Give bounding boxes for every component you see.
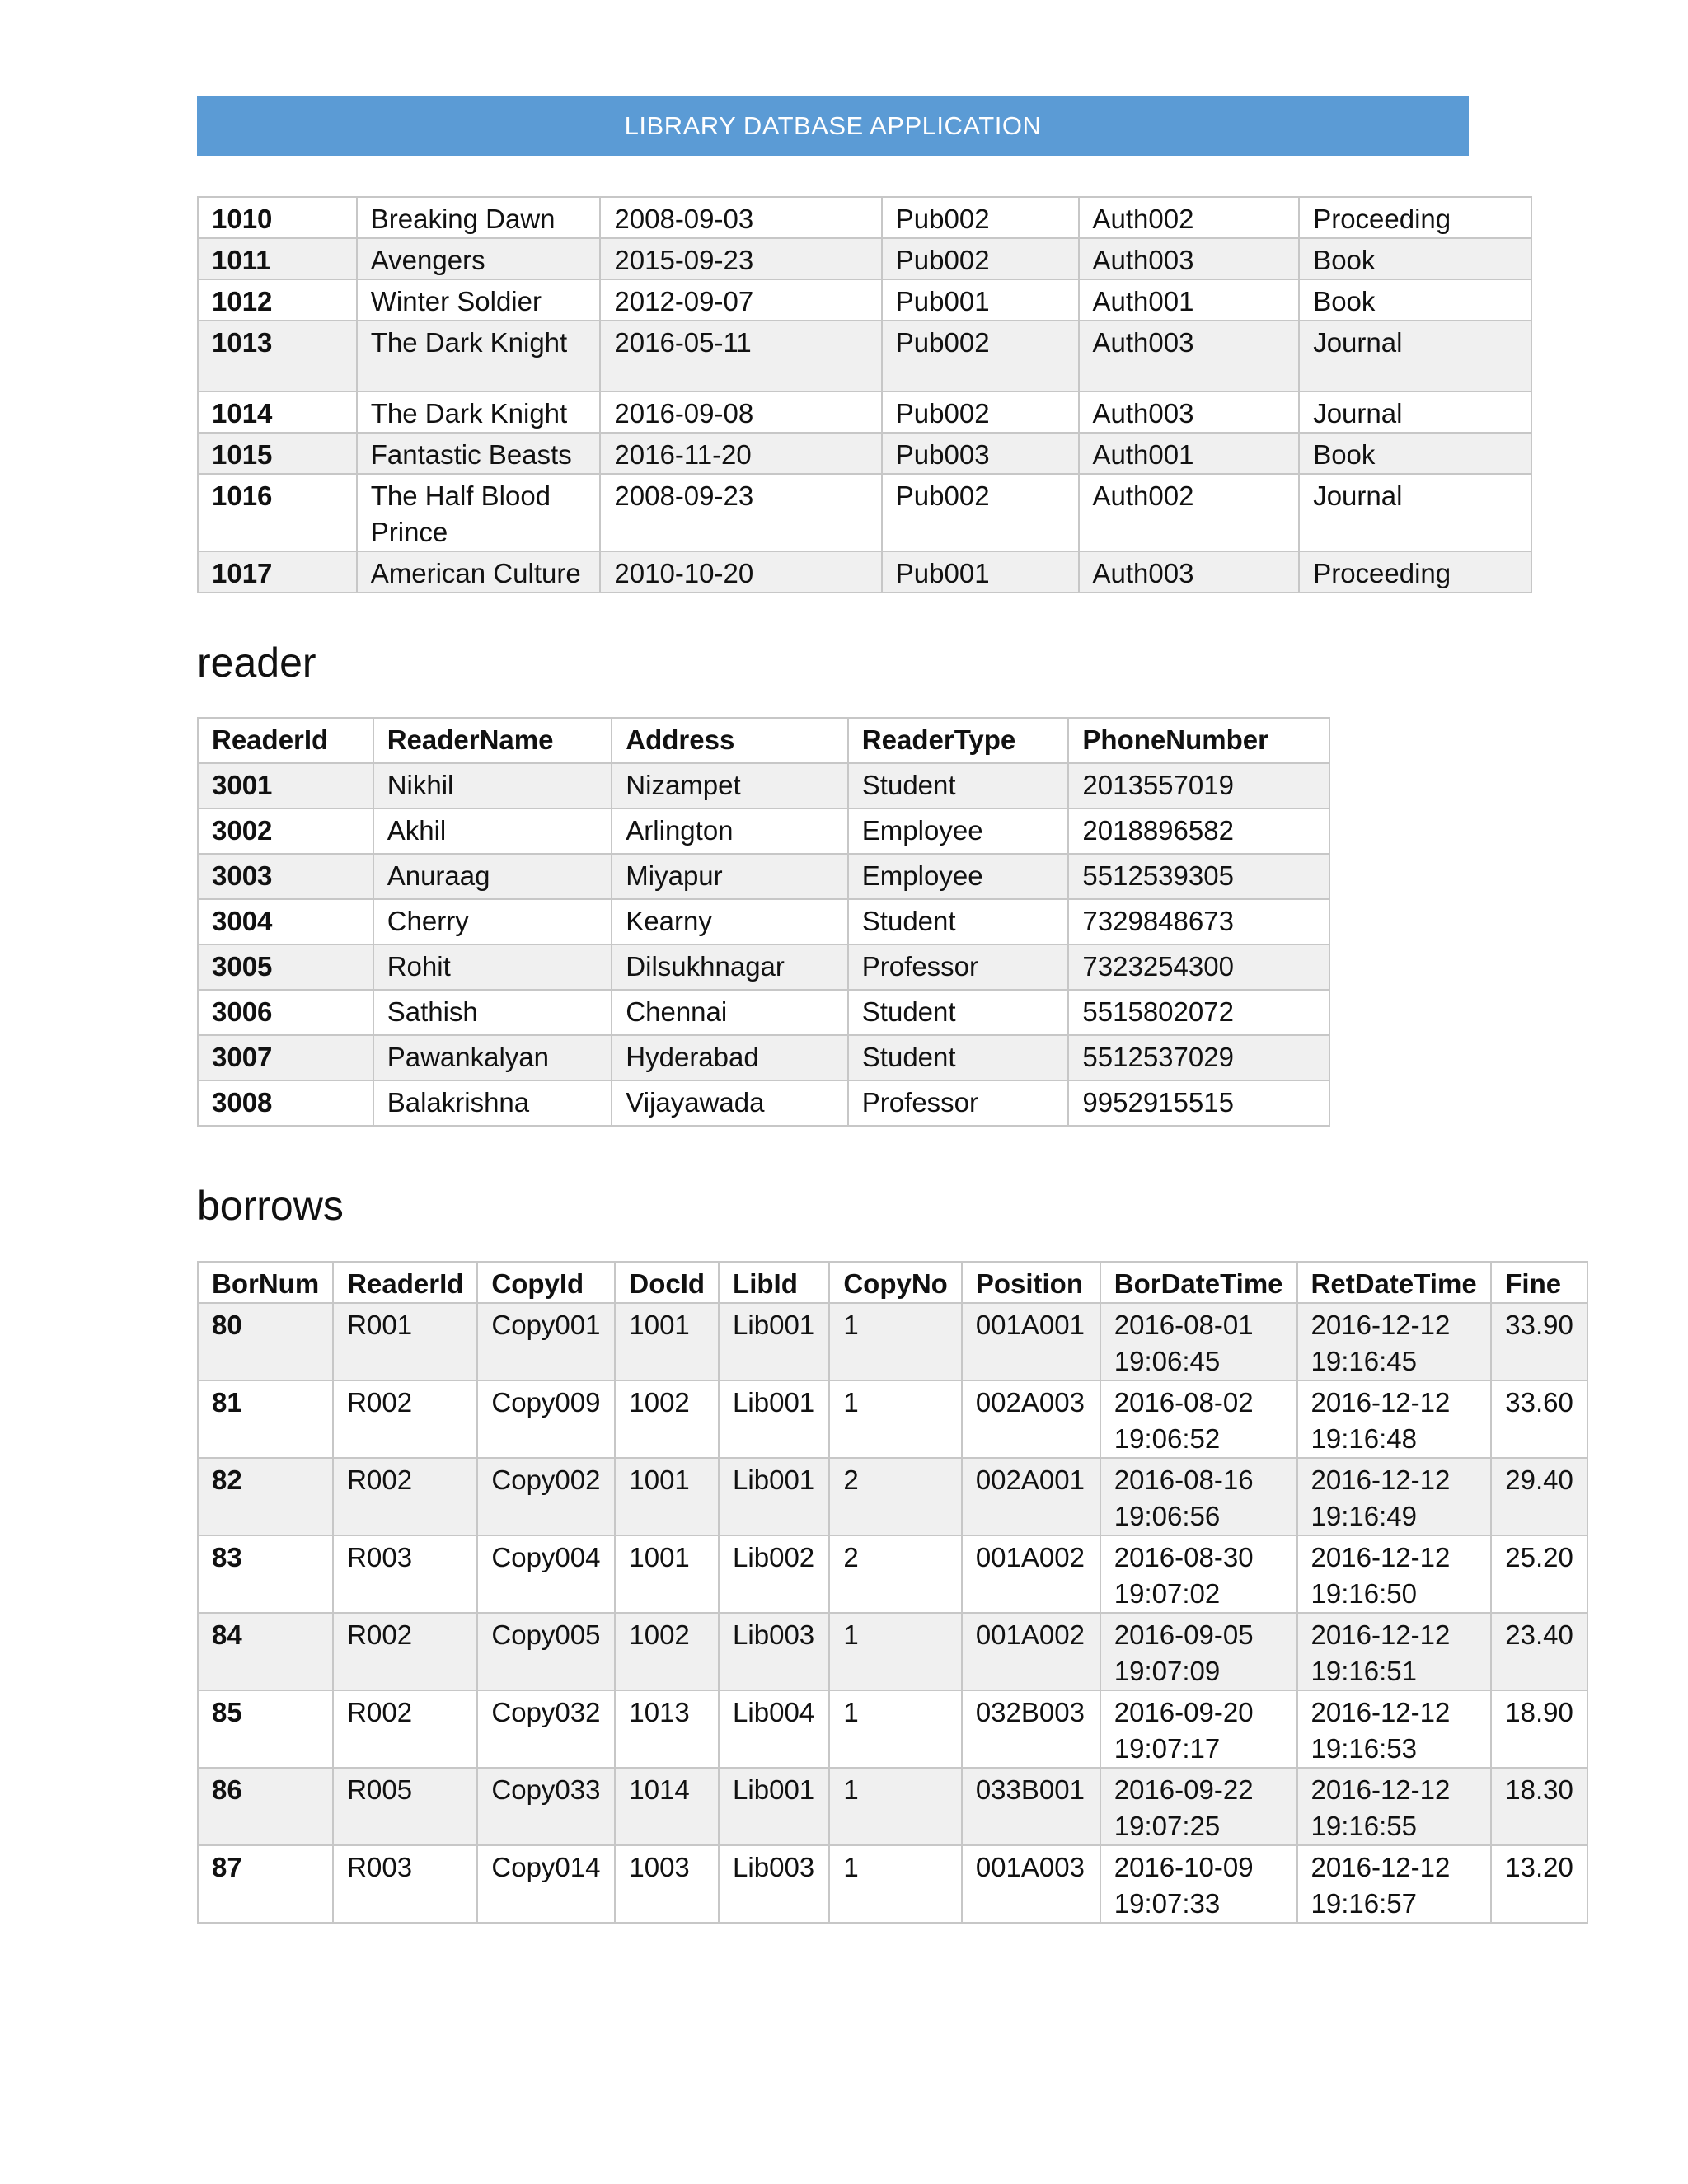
table-cell: Breaking Dawn [357, 197, 601, 238]
table-cell: 3008 [198, 1080, 373, 1126]
column-header: CopyNo [829, 1262, 962, 1303]
table-cell: 85 [198, 1690, 333, 1768]
table-cell: Copy005 [477, 1613, 615, 1690]
table-cell: 1 [829, 1690, 962, 1768]
table-cell: 2016-09-08 [600, 391, 881, 433]
table-cell: Pub002 [882, 474, 1079, 551]
table-cell: Auth003 [1079, 551, 1300, 593]
table-cell: 2016-08-02 19:06:52 [1100, 1380, 1297, 1458]
table-row [198, 1035, 1329, 1080]
table-cell: 001A002 [962, 1613, 1100, 1690]
table-cell: Lib001 [719, 1768, 829, 1845]
column-header: ReaderId [333, 1262, 477, 1303]
table-cell: Student [848, 1035, 1069, 1080]
table-cell: Auth002 [1079, 197, 1300, 238]
table-cell: Journal [1299, 321, 1531, 391]
table-cell: American Culture [357, 551, 601, 593]
reader-section-title: reader [197, 640, 316, 686]
table-cell: 2016-12-12 19:16:53 [1297, 1690, 1492, 1768]
table-cell: Employee [848, 854, 1069, 899]
table-cell: Student [848, 899, 1069, 944]
table-cell: Hyderabad [612, 1035, 848, 1080]
table-cell: 2016-05-11 [600, 321, 881, 391]
table-cell: Arlington [612, 808, 848, 854]
table-cell: 2016-12-12 19:16:57 [1297, 1845, 1492, 1923]
table-cell: 1013 [198, 321, 357, 391]
column-header: ReaderType [848, 718, 1069, 763]
table-row [198, 944, 1329, 990]
table-cell: Proceeding [1299, 197, 1531, 238]
table-cell: 5512537029 [1068, 1035, 1329, 1080]
column-header: ReaderName [373, 718, 612, 763]
table-cell: Pub003 [882, 433, 1079, 474]
table-cell: 2 [829, 1535, 962, 1613]
table-cell: Cherry [373, 899, 612, 944]
table-cell: Journal [1299, 474, 1531, 551]
table-cell: Copy004 [477, 1535, 615, 1613]
table-cell: Journal [1299, 391, 1531, 433]
table-cell: R003 [333, 1535, 477, 1613]
table-cell: 001A002 [962, 1535, 1100, 1613]
table-cell: Winter Soldier [357, 279, 601, 321]
table-cell: Auth002 [1079, 474, 1300, 551]
table-cell: Pub001 [882, 279, 1079, 321]
table-row [198, 391, 1531, 433]
table-cell: Copy009 [477, 1380, 615, 1458]
table-cell: Copy002 [477, 1458, 615, 1535]
documents-table [197, 196, 1532, 593]
table-row [198, 321, 1531, 391]
table-cell: Student [848, 763, 1069, 808]
table-cell: Nizampet [612, 763, 848, 808]
table-cell: 1 [829, 1613, 962, 1690]
column-header: LibId [719, 1262, 829, 1303]
page-banner [197, 96, 1469, 156]
table-cell: 1002 [615, 1613, 719, 1690]
table-cell: 86 [198, 1768, 333, 1845]
table-header-row [198, 1262, 1587, 1303]
table-cell: 84 [198, 1613, 333, 1690]
table-cell: 1013 [615, 1690, 719, 1768]
table-cell: Copy033 [477, 1768, 615, 1845]
table-cell: 2016-12-12 19:16:49 [1297, 1458, 1492, 1535]
table-cell: 1015 [198, 433, 357, 474]
table-cell: 23.40 [1491, 1613, 1587, 1690]
table-cell: R003 [333, 1845, 477, 1923]
table-cell: 5512539305 [1068, 854, 1329, 899]
table-cell: Fantastic Beasts [357, 433, 601, 474]
table-cell: The Half Blood Prince [357, 474, 601, 551]
table-cell: Pub002 [882, 321, 1079, 391]
table-cell: 2016-12-12 19:16:45 [1297, 1303, 1492, 1380]
table-cell: 2016-09-22 19:07:25 [1100, 1768, 1297, 1845]
table-row [198, 808, 1329, 854]
table-cell: Anuraag [373, 854, 612, 899]
table-cell: 2016-12-12 19:16:48 [1297, 1380, 1492, 1458]
table-cell: Lib002 [719, 1535, 829, 1613]
table-cell: R002 [333, 1613, 477, 1690]
table-cell: Pub001 [882, 551, 1079, 593]
table-cell: 29.40 [1491, 1458, 1587, 1535]
table-cell: 2016-12-12 19:16:50 [1297, 1535, 1492, 1613]
column-header: ReaderId [198, 718, 373, 763]
table-cell: 80 [198, 1303, 333, 1380]
table-cell: Dilsukhnagar [612, 944, 848, 990]
table-row [198, 990, 1329, 1035]
table-cell: 2016-10-09 19:07:33 [1100, 1845, 1297, 1923]
table-cell: 3007 [198, 1035, 373, 1080]
table-cell: 2016-12-12 19:16:55 [1297, 1768, 1492, 1845]
table-cell: 1 [829, 1380, 962, 1458]
table-cell: 13.20 [1491, 1845, 1587, 1923]
column-header: BorNum [198, 1262, 333, 1303]
table-cell: 2008-09-23 [600, 474, 881, 551]
table-cell: Pub002 [882, 391, 1079, 433]
table-cell: Professor [848, 1080, 1069, 1126]
table-cell: Pub002 [882, 197, 1079, 238]
table-cell: 1001 [615, 1535, 719, 1613]
table-row [198, 1303, 1587, 1380]
table-cell: Student [848, 990, 1069, 1035]
table-cell: 002A003 [962, 1380, 1100, 1458]
table-cell: 1 [829, 1768, 962, 1845]
table-cell: Proceeding [1299, 551, 1531, 593]
table-cell: Akhil [373, 808, 612, 854]
table-cell: 1012 [198, 279, 357, 321]
table-cell: 33.90 [1491, 1303, 1587, 1380]
table-cell: 2008-09-03 [600, 197, 881, 238]
column-header: CopyId [477, 1262, 615, 1303]
table-cell: 3003 [198, 854, 373, 899]
table-cell: Auth001 [1079, 433, 1300, 474]
table-cell: 2016-11-20 [600, 433, 881, 474]
table-cell: 1001 [615, 1303, 719, 1380]
table-cell: 3004 [198, 899, 373, 944]
table-row [198, 551, 1531, 593]
table-cell: Book [1299, 433, 1531, 474]
table-cell: 18.30 [1491, 1768, 1587, 1845]
table-cell: 2018896582 [1068, 808, 1329, 854]
reader-table [197, 717, 1330, 1127]
table-cell: 1017 [198, 551, 357, 593]
table-cell: 1001 [615, 1458, 719, 1535]
table-header-row [198, 718, 1329, 763]
table-cell: 3002 [198, 808, 373, 854]
column-header: Fine [1491, 1262, 1587, 1303]
table-cell: 25.20 [1491, 1535, 1587, 1613]
table-cell: 1002 [615, 1380, 719, 1458]
table-cell: 2012-09-07 [600, 279, 881, 321]
table-cell: 002A001 [962, 1458, 1100, 1535]
table-cell: 81 [198, 1380, 333, 1458]
column-header: RetDateTime [1297, 1262, 1492, 1303]
table-cell: Book [1299, 238, 1531, 279]
table-cell: Professor [848, 944, 1069, 990]
page-title: LIBRARY DATBASE APPLICATION [624, 111, 1042, 140]
column-header: Position [962, 1262, 1100, 1303]
table-cell: Auth003 [1079, 391, 1300, 433]
table-cell: 032B003 [962, 1690, 1100, 1768]
table-cell: Lib001 [719, 1458, 829, 1535]
table-cell: 2 [829, 1458, 962, 1535]
table-cell: R001 [333, 1303, 477, 1380]
table-cell: Nikhil [373, 763, 612, 808]
table-cell: 9952915515 [1068, 1080, 1329, 1126]
table-row [198, 1768, 1587, 1845]
table-cell: 2016-08-01 19:06:45 [1100, 1303, 1297, 1380]
table-cell: 2013557019 [1068, 763, 1329, 808]
table-cell: R005 [333, 1768, 477, 1845]
table-cell: 2016-08-30 19:07:02 [1100, 1535, 1297, 1613]
table-cell: 2016-08-16 19:06:56 [1100, 1458, 1297, 1535]
table-cell: Lib003 [719, 1613, 829, 1690]
table-row [198, 1535, 1587, 1613]
table-cell: 1016 [198, 474, 357, 551]
table-row [198, 238, 1531, 279]
table-cell: 1 [829, 1845, 962, 1923]
table-cell: Sathish [373, 990, 612, 1035]
table-cell: 18.90 [1491, 1690, 1587, 1768]
table-cell: 1014 [615, 1768, 719, 1845]
table-cell: 7323254300 [1068, 944, 1329, 990]
table-cell: 33.60 [1491, 1380, 1587, 1458]
table-cell: Auth003 [1079, 238, 1300, 279]
table-cell: Employee [848, 808, 1069, 854]
table-cell: Miyapur [612, 854, 848, 899]
table-cell: 3001 [198, 763, 373, 808]
table-cell: Pub002 [882, 238, 1079, 279]
table-cell: The Dark Knight [357, 321, 601, 391]
table-row [198, 899, 1329, 944]
table-row [198, 197, 1531, 238]
table-cell: Vijayawada [612, 1080, 848, 1126]
table-cell: R002 [333, 1458, 477, 1535]
column-header: DocId [615, 1262, 719, 1303]
table-cell: 83 [198, 1535, 333, 1613]
table-row [198, 1690, 1587, 1768]
table-row [198, 854, 1329, 899]
column-header: Address [612, 718, 848, 763]
table-cell: Copy001 [477, 1303, 615, 1380]
table-row [198, 763, 1329, 808]
table-cell: Pawankalyan [373, 1035, 612, 1080]
column-header: BorDateTime [1100, 1262, 1297, 1303]
table-cell: 001A003 [962, 1845, 1100, 1923]
table-cell: 1 [829, 1303, 962, 1380]
table-cell: Chennai [612, 990, 848, 1035]
table-cell: Balakrishna [373, 1080, 612, 1126]
table-row [198, 474, 1531, 551]
table-cell: 82 [198, 1458, 333, 1535]
table-cell: Book [1299, 279, 1531, 321]
table-cell: Lib001 [719, 1380, 829, 1458]
table-cell: 87 [198, 1845, 333, 1923]
table-cell: The Dark Knight [357, 391, 601, 433]
table-cell: Auth003 [1079, 321, 1300, 391]
table-row [198, 279, 1531, 321]
table-cell: 1010 [198, 197, 357, 238]
table-cell: Auth001 [1079, 279, 1300, 321]
table-cell: Kearny [612, 899, 848, 944]
table-cell: 001A001 [962, 1303, 1100, 1380]
table-cell: 2010-10-20 [600, 551, 881, 593]
table-cell: Copy032 [477, 1690, 615, 1768]
table-cell: 2016-12-12 19:16:51 [1297, 1613, 1492, 1690]
table-row [198, 1613, 1587, 1690]
table-row [198, 1380, 1587, 1458]
table-row [198, 433, 1531, 474]
table-cell: 2016-09-20 19:07:17 [1100, 1690, 1297, 1768]
table-cell: 2015-09-23 [600, 238, 881, 279]
table-cell: R002 [333, 1380, 477, 1458]
table-cell: 033B001 [962, 1768, 1100, 1845]
column-header: PhoneNumber [1068, 718, 1329, 763]
borrows-section-title: borrows [197, 1183, 344, 1229]
table-cell: Lib004 [719, 1690, 829, 1768]
table-cell: Copy014 [477, 1845, 615, 1923]
table-cell: 1014 [198, 391, 357, 433]
table-row [198, 1458, 1587, 1535]
table-cell: 5515802072 [1068, 990, 1329, 1035]
table-cell: Lib001 [719, 1303, 829, 1380]
table-row [198, 1080, 1329, 1126]
table-cell: 1011 [198, 238, 357, 279]
table-cell: 3005 [198, 944, 373, 990]
table-cell: 7329848673 [1068, 899, 1329, 944]
table-cell: 2016-09-05 19:07:09 [1100, 1613, 1297, 1690]
table-row [198, 1845, 1587, 1923]
table-cell: Rohit [373, 944, 612, 990]
table-cell: 1003 [615, 1845, 719, 1923]
table-cell: Avengers [357, 238, 601, 279]
table-cell: Lib003 [719, 1845, 829, 1923]
borrows-table [197, 1261, 1588, 1924]
table-cell: 3006 [198, 990, 373, 1035]
table-cell: R002 [333, 1690, 477, 1768]
